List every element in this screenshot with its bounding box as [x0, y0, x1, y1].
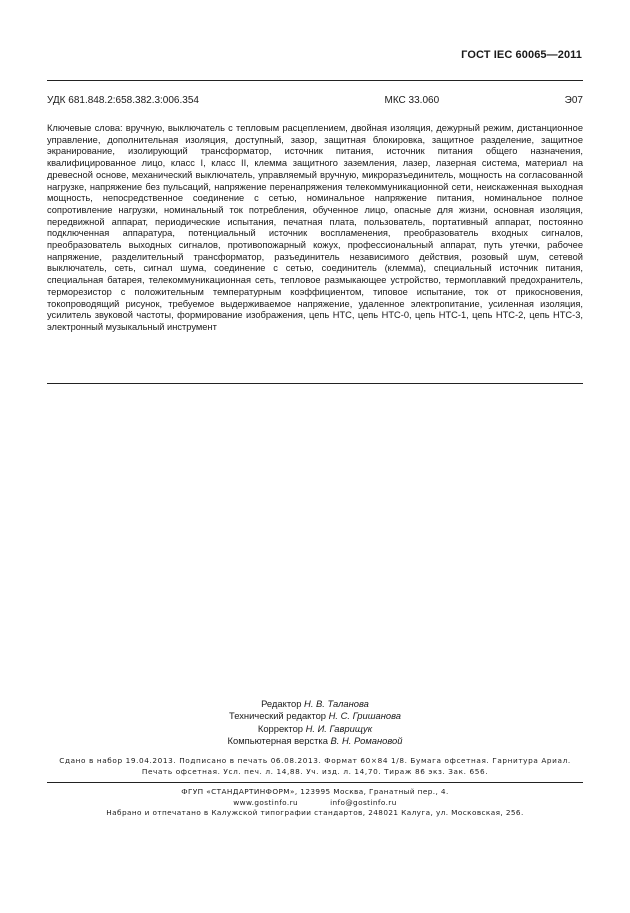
- publisher-contacts: [47, 798, 583, 809]
- credit-role: Редактор: [261, 698, 302, 709]
- credit-role: Компьютерная верстка: [227, 734, 328, 746]
- credit-name: Н. С. Гришанова: [328, 710, 401, 722]
- credit-name: Н. В. Таланова: [304, 698, 369, 709]
- print-info-block: [47, 755, 583, 777]
- credit-proofreader: [0, 723, 630, 735]
- mks-code: МКС 33.060: [384, 95, 440, 106]
- credit-layout: [0, 735, 630, 747]
- udc-code: УДК 681.848.2:658.382.3:006.354: [47, 95, 199, 106]
- credit-role: Технический редактор: [229, 710, 327, 722]
- publisher-email: info@gostinfo.ru: [330, 797, 397, 807]
- publisher-address: ФГУП «СТАНДАРТИНФОРМ», 123995 Москва, Гранатный пер., 4.: [181, 787, 449, 796]
- credits-block: [0, 698, 630, 747]
- credit-tech-editor: [0, 710, 630, 722]
- print-info-line-2: Печать офсетная. Усл. печ. л. 14,88. Уч. изд. л. 14,70. Тираж 86 экз. Зак. 656.: [141, 767, 489, 776]
- publisher-block: [47, 787, 583, 819]
- classification-row: [47, 95, 583, 106]
- printing-house: Набрано и отпечатано в Калужской типографии стандартов, 248021 Калуга, ул. Московская, 256.: [106, 808, 524, 817]
- publisher-website: www.gostinfo.ru: [233, 797, 299, 807]
- credit-name: Н. И. Гаврищук: [305, 722, 373, 734]
- standard-designation: ГОСТ IEC 60065—2011: [461, 49, 582, 61]
- credit-name: В. Н. Романовой: [330, 734, 403, 746]
- keywords-paragraph: Ключевые слова: вручную, выключатель с тепловым расцеплением, двойная изоляция, дежурный режим, дистанционное управление, дополнительная изоляция, доступный, зазор, защитная блокировка, защитное разделение, защитное экранирование, изолирующий трансформатор, источник питания, источник питания общего назначения, квалифицированное лицо, класс I, класс II, клемма защитного заземления, лазер, лазерная система, материал на древесной основе, механический выключатель, управляемый вручную, микроразъединитель, мощность на согласованной нагрузке, напряжение без пульсаций, напряжение перенапряжения телекоммуникационной сети, неискаженная выходная мощность, непосредственное соединение с сетью, номинальное напряжение питания, номинальное полное сопротивление нагрузки, номинальный ток потребления, обученное лицо, опасные для жизни, основная изоляция, передвижной аппарат, периодические испытания, печатная плата, пользователь, портативный аппарат, постоянно подключенная аппаратура, потенциальный источник воспламенения, преобразователь входных сигналов, преобразователь выходных сигналов, противопожарный кожух, профессиональный аппарат, путь утечки, рабочее напряжение, разделительный трансформатор, разъединитель независимого действия, розовый шум, сетевой выключатель, сеть, сигнал шума, соединение с сетью, соединитель (клемма), специальный источник питания, специальная батарея, телекоммуникационная сеть, тепловое размыкающее устройство, термоплавкий предохранитель, терморезистор с положительным температурным коэффициентом, типовое испытание, ток от прикосновения, токопроводящий рисунок, требуемое выдерживаемое напряжение, удаленное электропитание, усиленная изоляция, усилитель звуковой частоты, формирование изображения, цепь НТС, цепь НТС-0, цепь НТС-1, цепь НТС-2, цепь НТС-3, электронный музыкальный инструмент: [47, 123, 583, 332]
- credit-role: Корректор: [257, 722, 303, 734]
- keywords-bottom-rule: [47, 383, 583, 384]
- top-rule: [47, 80, 583, 81]
- publisher-top-rule: [47, 782, 583, 783]
- credit-editor: [0, 698, 630, 710]
- print-info-line-1: Сдано в набор 19.04.2013. Подписано в печать 06.08.2013. Формат 60×84 1/8. Бумага офсетная. Гарнитура Ариал.: [59, 756, 571, 765]
- okstu-code: Э07: [564, 95, 583, 106]
